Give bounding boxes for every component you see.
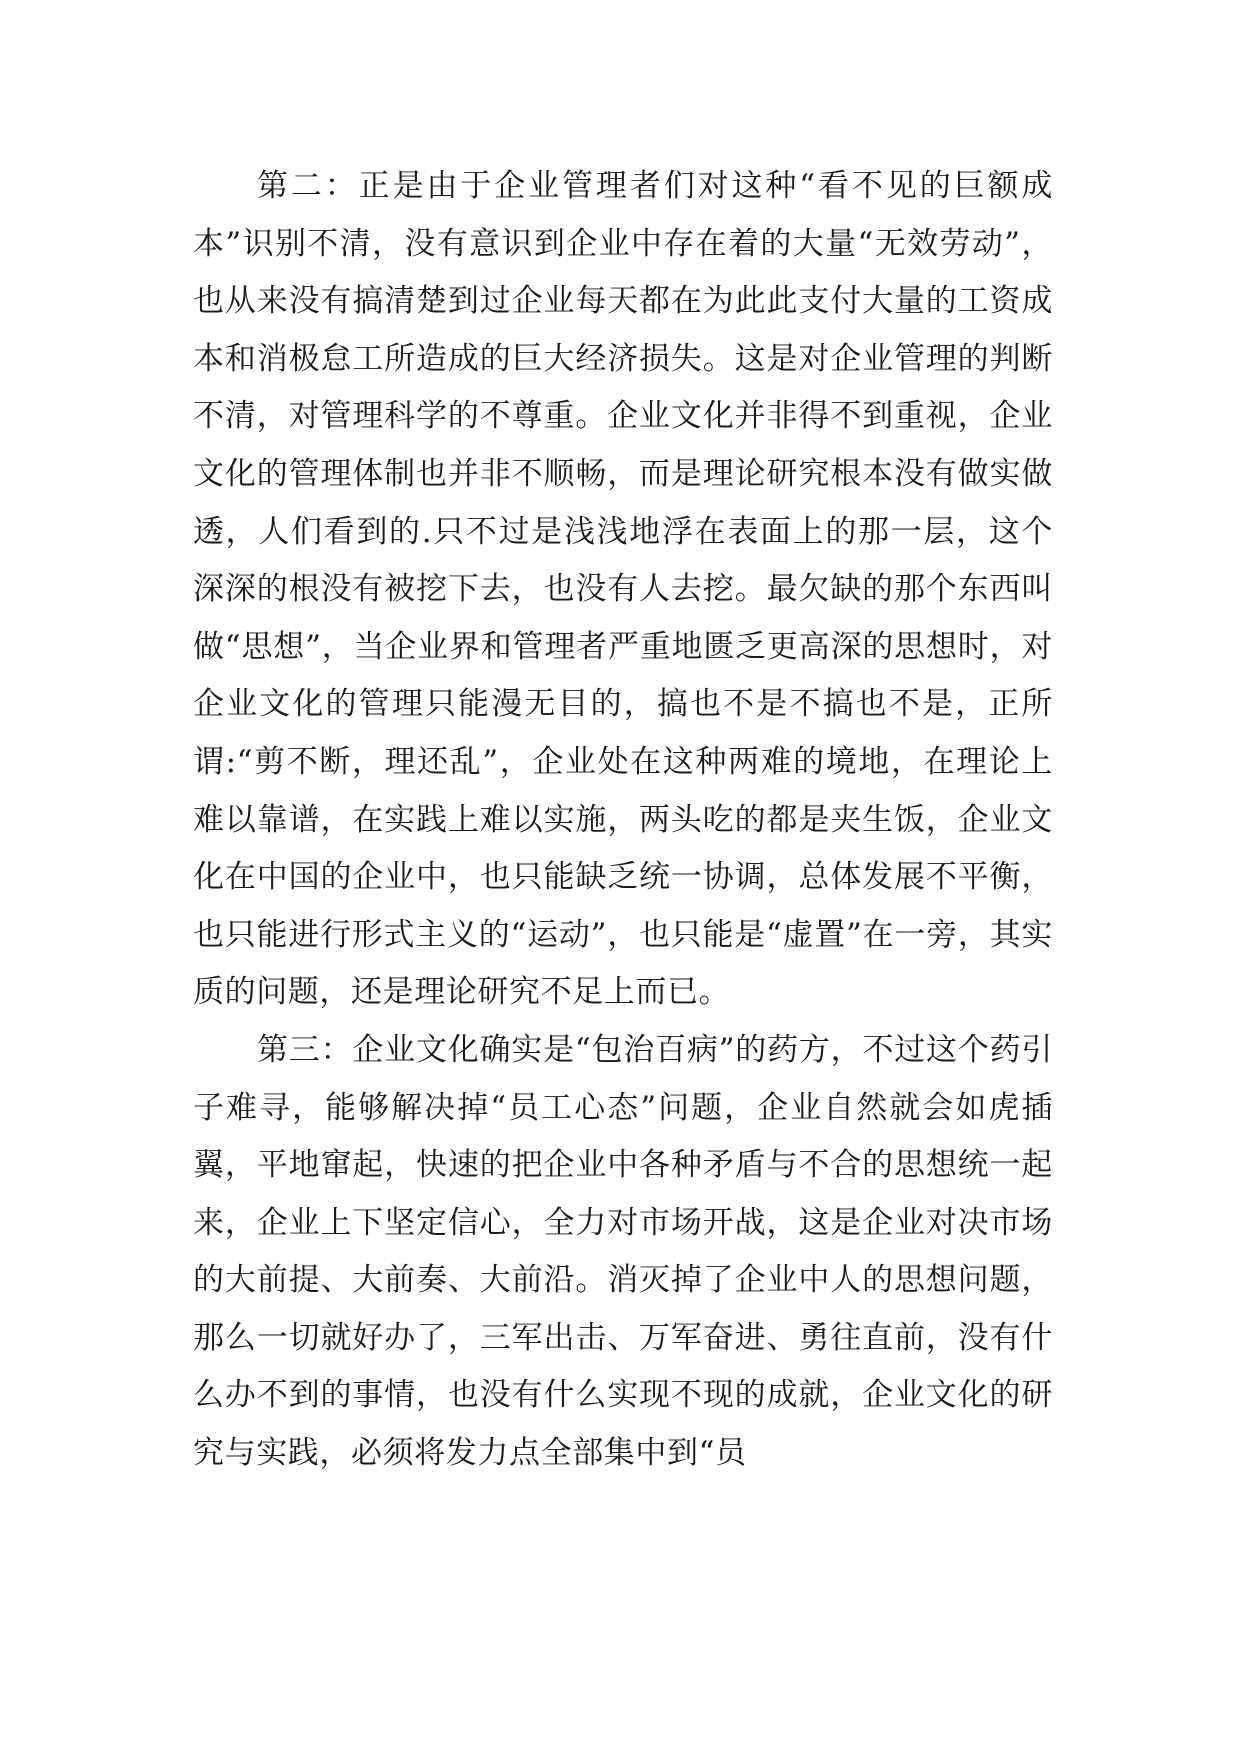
- document-body: [193, 158, 1053, 1483]
- paragraph-second-point: 第二：正是由于企业管理者们对这种“看不见的巨额成本”识别不清，没有意识到企业中存在着的大量“无效劳动”，也从来没有搞清楚到过企业每天都在为此此支付大量的工资成本和消极怠工所造成的巨大经济损失。这是对企业管理的判断不清，对管理科学的不尊重。企业文化并非得不到重视，企业文化的管理体制也并非不顺畅，而是理论研究根本没有做实做透，人们看到的.只不过是浅浅地浮在表面上的那一层，这个深深的根没有被挖下去，也没有人去挖。最欠缺的那个东西叫做“思想”，当企业界和管理者严重地匮乏更高深的思想时，对企业文化的管理只能漫无目的，搞也不是不搞也不是，正所谓:“剪不断，理还乱”，企业处在这种两难的境地，在理论上难以靠谱，在实践上难以实施，两头吃的都是夹生饭，企业文化在中国的企业中，也只能缺乏统一协调，总体发展不平衡，也只能进行形式主义的“运动”，也只能是“虚置”在一旁，其实质的问题，还是理论研究不足上而已。: [193, 168, 1053, 1011]
- paragraph-third-point: 第三：企业文化确实是“包治百病”的药方，不过这个药引子难寻，能够解决掉“员工心态”问题，企业自然就会如虎插翼，平地窜起，快速的把企业中各种矛盾与不合的思想统一起来，企业上下坚定信心，全力对市场开战，这是企业对决市场的大前提、大前奏、大前沿。消灭掉了企业中人的思想问题，那么一切就好办了，三军出击、万军奋进、勇往直前，没有什么办不到的事情，也没有什么实现不现的成就，企业文化的研究与实践，必须将发力点全部集中到“员: [193, 1031, 1053, 1472]
